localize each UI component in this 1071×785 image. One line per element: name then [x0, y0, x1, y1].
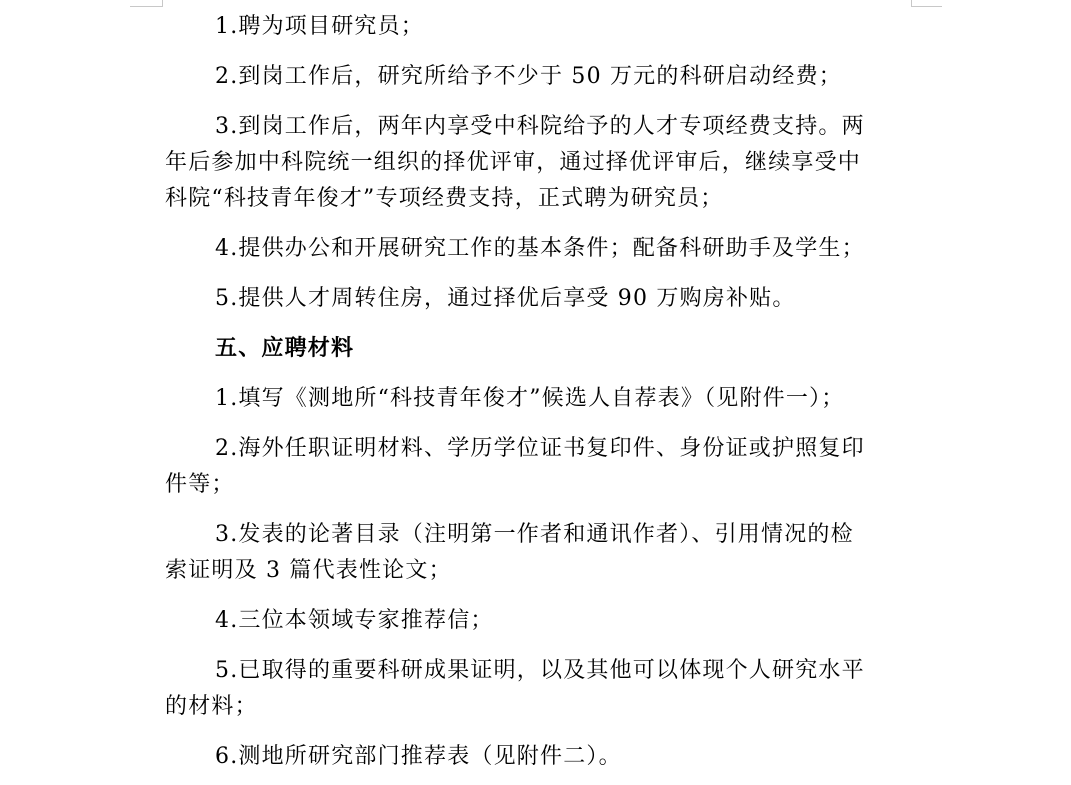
- list-item-s5-6: 6.测地所研究部门推荐表（见附件二）。: [215, 744, 622, 769]
- list-item-s5-4: 4.三位本领域专家推荐信；: [215, 608, 494, 633]
- page-margin-corner-left: [130, 0, 163, 7]
- list-item-s4-4: 4.提供办公和开展研究工作的基本条件；配备科研助手及学生；: [215, 236, 865, 261]
- list-item-s4-3: 3.到岗工作后，两年内享受中科院给予的人才专项经费支持。两 年后参加中科院统一组织的择优评审，通过择优评审后，继续享受中 科院“科技青年俊才”专项经费支持，正式聘为研究员；: [165, 114, 865, 211]
- list-item-s4-1: 1.聘为项目研究员；: [215, 14, 424, 39]
- list-item-s5-1: 1.填写《测地所“科技青年俊才”候选人自荐表》（见附件一）；: [215, 386, 845, 411]
- document-body: [165, 9, 915, 785]
- list-item-s5-3: 3.发表的论著目录（注明第一作者和通讯作者）、引用情况的检 索证明及 3 篇代表性论文；: [165, 522, 854, 583]
- page-margin-corner-right: [911, 0, 942, 7]
- list-item-s4-5: 5.提供人才周转住房，通过择优后享受 90 万购房补贴。: [215, 286, 796, 311]
- list-item-s5-5: 5.已取得的重要科研成果证明，以及其他可以体现个人研究水平 的材料；: [165, 658, 865, 719]
- section-heading: 五、应聘材料: [215, 336, 355, 361]
- list-item-s5-2: 2.海外任职证明材料、学历学位证书复印件、身份证或护照复印 件等；: [165, 436, 865, 497]
- list-item-s4-2: 2.到岗工作后，研究所给予不少于 50 万元的科研启动经费；: [215, 64, 842, 89]
